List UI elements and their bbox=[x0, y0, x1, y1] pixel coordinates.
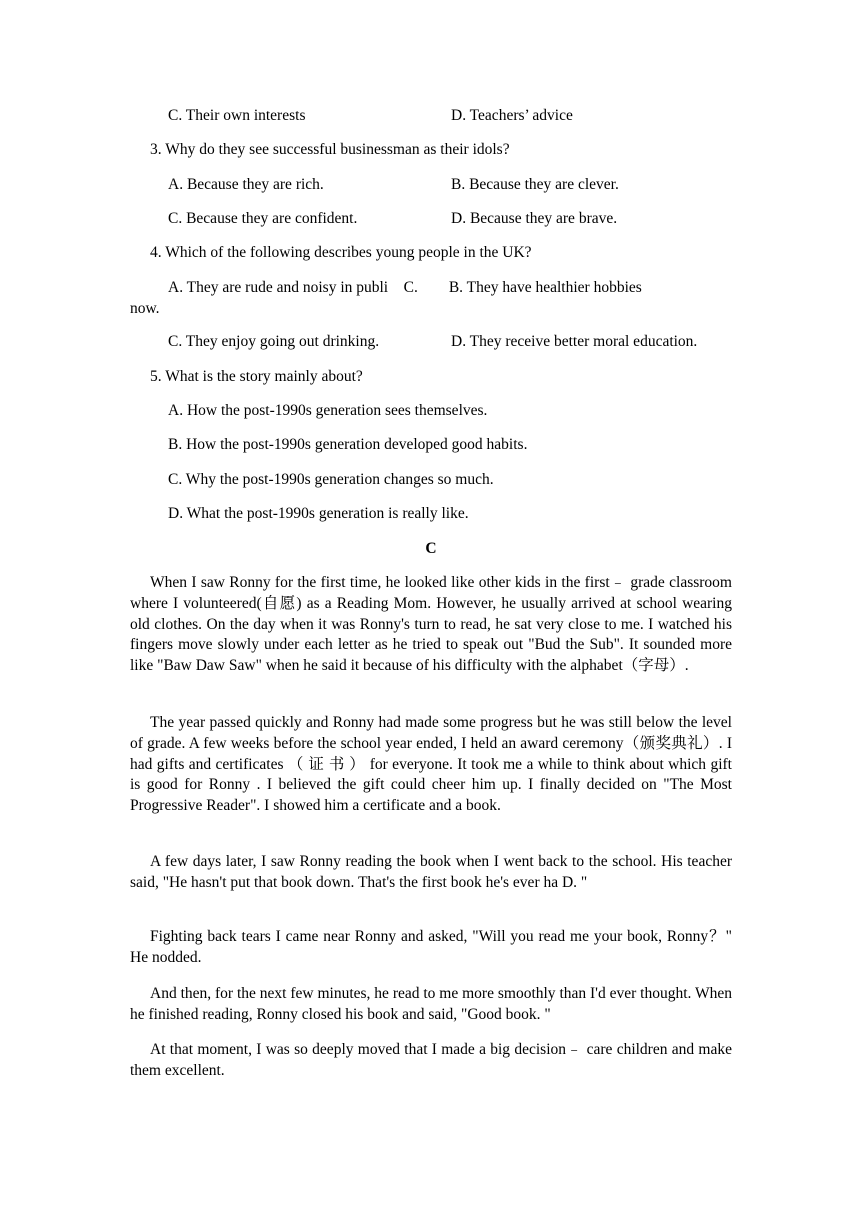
paragraph-6: At that moment, I was so deeply moved that I made a big decision﹣ care children and make them excellent. bbox=[130, 1041, 732, 1079]
q4-option-a-line1: A. They are rude and noisy in publi C. B. They have healthier hobbies bbox=[168, 279, 642, 296]
q3-option-d: D. Because they are brave. bbox=[451, 210, 618, 227]
paragraph-3: A few days later, I saw Ronny reading the book when I went back to the school. His teacher said, "He hasn't put that book down. That's the first book he's ever ha D. " bbox=[130, 853, 732, 891]
q3-stem: 3. Why do they see successful businessman as their idols? bbox=[150, 141, 510, 158]
q5-option-b: B. How the post-1990s generation developed good habits. bbox=[168, 436, 528, 453]
q4-option-c: C. They enjoy going out drinking. bbox=[168, 333, 380, 350]
paragraph-5: And then, for the next few minutes, he read to me more smoothly than I'd ever thought. When he finished reading, Ronny closed his book and said, "Good book. " bbox=[130, 985, 732, 1023]
q3-option-a: A. Because they are rich. bbox=[168, 176, 324, 193]
q2-option-c: C. Their own interests bbox=[168, 107, 306, 124]
q5-option-c: C. Why the post-1990s generation changes so much. bbox=[168, 471, 494, 488]
q4-stem: 4. Which of the following describes young people in the UK? bbox=[150, 244, 532, 261]
paragraph-1: When I saw Ronny for the first time, he looked like other kids in the first﹣ grade classroom where I volunteered(自愿) as a Reading Mom. However, he usually arrived at school wearing old clothes. On the day when it was Ronny's turn to read, he sat very close to me. I watched his fingers move slowly under each letter as he tried to speak out "Bud the Sub". It sounded more like "Baw Daw Saw" when he said it because of his difficulty with the alphabet（字母）. bbox=[130, 574, 732, 675]
q3-option-b: B. Because they are clever. bbox=[451, 176, 619, 193]
q4-option-d: D. They receive better moral education. bbox=[451, 333, 698, 350]
paragraph-2: The year passed quickly and Ronny had made some progress but he was still below the level of grade. A few weeks before the school year ended, I held an award ceremony（颁奖典礼）. I had gifts and certificates （ 证 书 ） for everyone. It took me a while to think about which gift is good for Ronny . I believed the gift could cheer him up. I finally decided on "The Most Progressive Reader". I showed him a certificate and a book. bbox=[130, 714, 732, 815]
q5-stem: 5. What is the story mainly about? bbox=[150, 368, 363, 385]
paragraph-4: Fighting back tears I came near Ronny and asked, "Will you read me your book, Ronny？" He nodded. bbox=[130, 928, 732, 966]
q5-option-d: D. What the post-1990s generation is really like. bbox=[168, 505, 469, 522]
section-heading: C bbox=[425, 540, 437, 557]
q3-option-c: C. Because they are confident. bbox=[168, 210, 358, 227]
q5-option-a: A. How the post-1990s generation sees themselves. bbox=[168, 402, 488, 419]
q4-option-a-line2: now. bbox=[130, 300, 160, 317]
q2-option-d: D. Teachers’ advice bbox=[451, 107, 573, 124]
q4-option-a-b bbox=[130, 277, 732, 319]
